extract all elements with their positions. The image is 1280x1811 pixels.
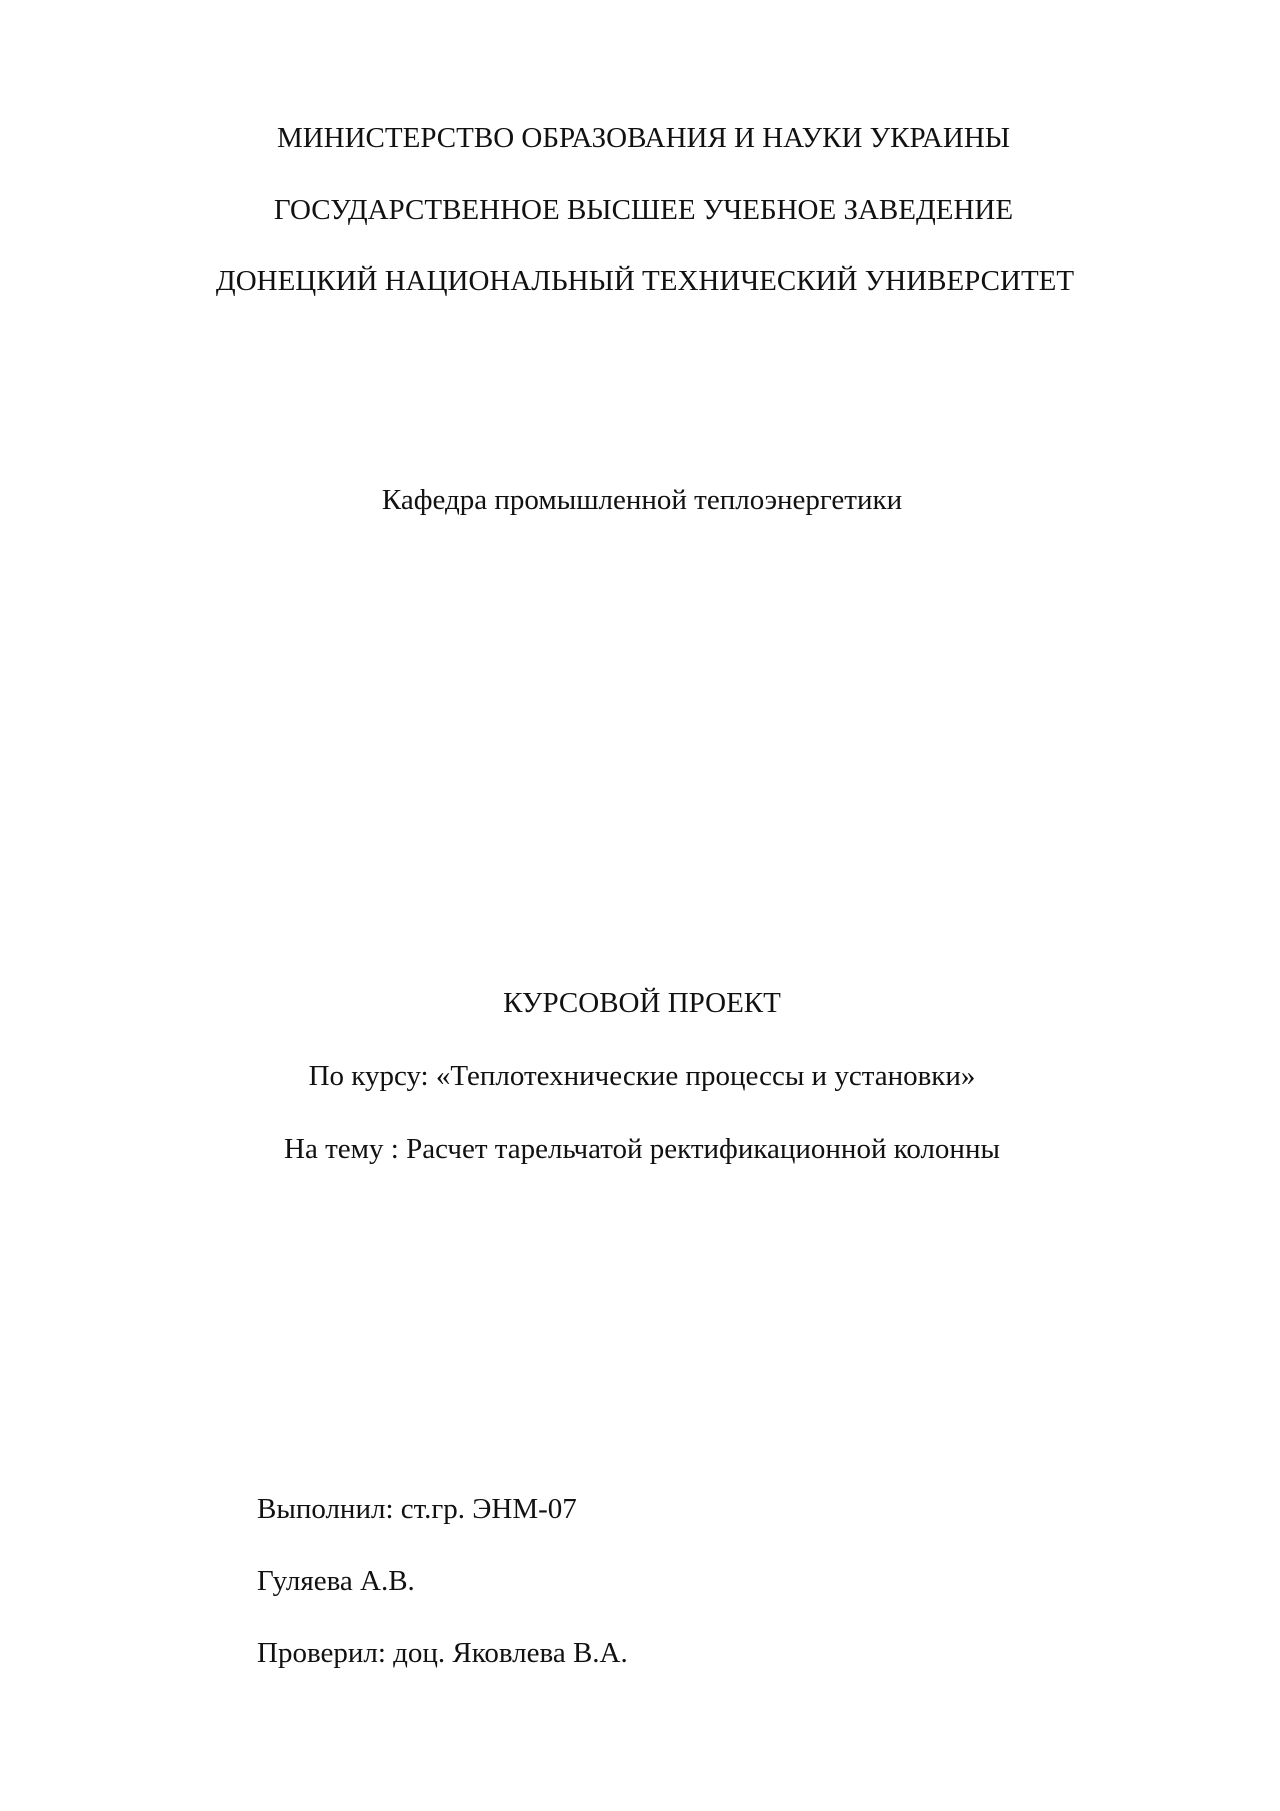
course-name: По курсу: «Теплотехнические процессы и установки» <box>308 1060 976 1092</box>
institution-type-heading: ГОСУДАРСТВЕННОЕ ВЫСШЕЕ УЧЕБНОЕ ЗАВЕДЕНИЕ <box>273 194 1014 226</box>
checked-by-line: Проверил: доц. Яковлева В.А. <box>257 1637 628 1669</box>
department-name: Кафедра промышленной теплоэнергетики <box>381 484 903 516</box>
project-topic: На тему : Расчет тарельчатой ректификационной колонны <box>284 1133 1000 1165</box>
ministry-heading: МИНИСТЕРСТВО ОБРАЗОВАНИЯ И НАУКИ УКРАИНЫ <box>276 122 1011 154</box>
project-type-title: КУРСОВОЙ ПРОЕКТ <box>503 987 781 1019</box>
student-name: Гуляева А.В. <box>257 1565 415 1597</box>
university-heading: ДОНЕЦКИЙ НАЦИОНАЛЬНЫЙ ТЕХНИЧЕСКИЙ УНИВЕРСИТЕТ <box>215 265 1075 297</box>
performed-by-line: Выполнил: ст.гр. ЭНМ-07 <box>257 1493 577 1525</box>
